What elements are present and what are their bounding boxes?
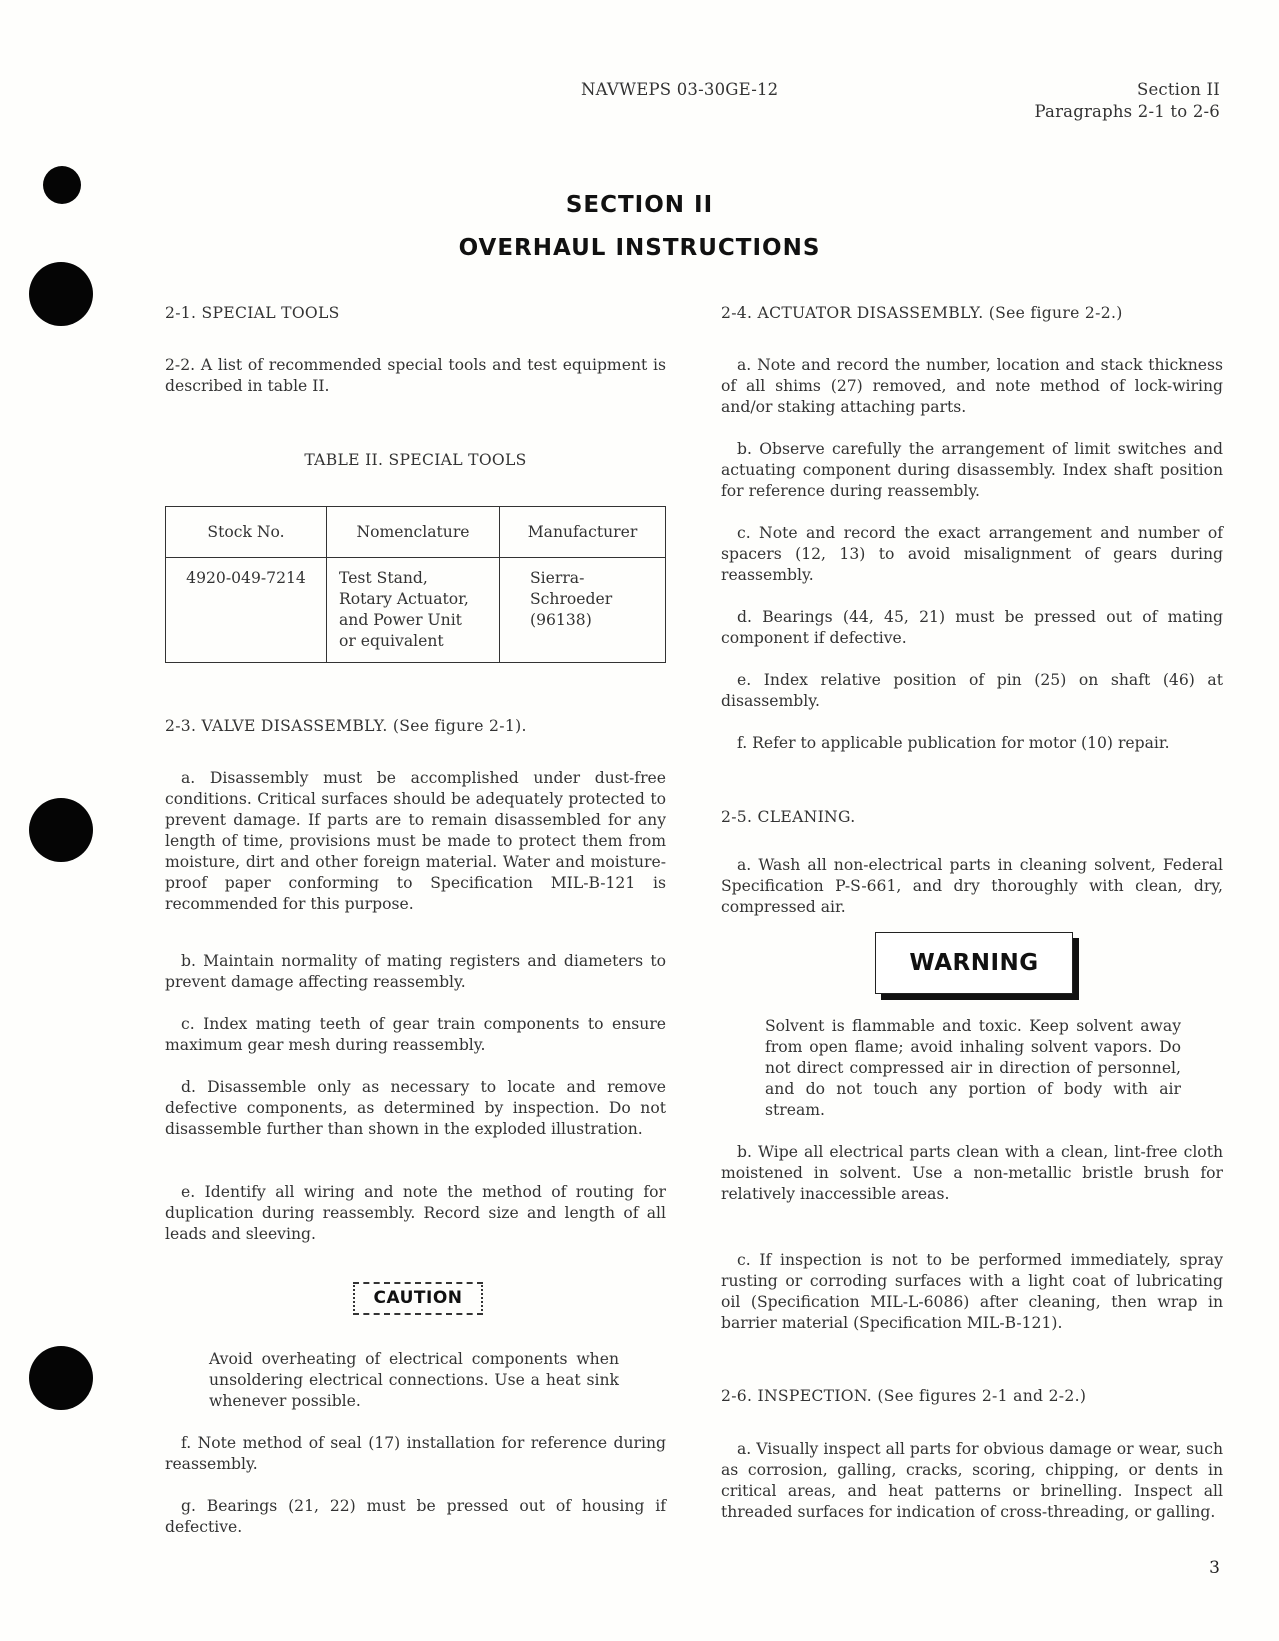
document-number: NAVWEPS 03-30GE-12 xyxy=(581,80,779,99)
paragraph-2-3-e: e. Identify all wiring and note the method of routing for duplication during reassembly. Record size and length of all leads and sleeving. xyxy=(165,1183,666,1243)
nomenclature-line: and Power Unit xyxy=(339,611,462,629)
paragraph-2-4-a: a. Note and record the number, location and stack thickness of all shims (27) removed, and note method of lock-wiring and/or staking attaching parts. xyxy=(721,356,1223,416)
paragraph-2-2: 2-2. A list of recommended special tools and test equipment is described in table II. xyxy=(165,356,666,395)
paragraph-2-4-c: c. Note and record the exact arrangement and number of spacers (12, 13) to avoid misalignment of gears during reassembly. xyxy=(721,524,1223,584)
warning-text: Solvent is flammable and toxic. Keep solvent away from open flame; avoid inhaling solvent vapors. Do not direct compressed air in direction of personnel, and do not touch any portion of body with air stream. xyxy=(765,1017,1181,1119)
column-header-stock-no: Stock No. xyxy=(166,507,327,558)
paragraph-2-5-c: c. If inspection is not to be performed immediately, spray rusting or corroding surfaces with a light coat of lubricating oil (Specification MIL-L-6086) after cleaning, then wrap in barrier material (Specification MIL-B-121). xyxy=(721,1251,1223,1332)
binder-hole xyxy=(29,1346,93,1410)
section-title: SECTION II xyxy=(565,192,714,218)
cell-nomenclature xyxy=(327,558,500,663)
section-subtitle: OVERHAUL INSTRUCTIONS xyxy=(458,235,821,261)
paragraph-range: Paragraphs 2-1 to 2-6 xyxy=(1034,102,1220,121)
paragraph-2-3-a: a. Disassembly must be accomplished under dust-free conditions. Critical surfaces should be adequately protected to prevent damage. If parts are to remain disassembled for any length of time, provisions must be made to protect them from moisture, dirt and other foreign material. Water and moisture-proof paper conforming to Specification MIL-B-121 is recommended for this purpose. xyxy=(165,769,666,913)
cell-manufacturer xyxy=(500,558,666,663)
paragraph-2-6-a: a. Visually inspect all parts for obvious damage or wear, such as corrosion, galling, cracks, scoring, chipping, or dents in critical areas, and heat patterns or brinelling. Inspect all threaded surfaces for indication of cross-threading, or galling. xyxy=(721,1440,1223,1521)
heading-actuator-disassembly: 2-4. ACTUATOR DISASSEMBLY. (See figure 2-2.) xyxy=(721,304,1123,322)
paragraph-2-3-f: f. Note method of seal (17) installation for reference during reassembly. xyxy=(165,1434,666,1473)
paragraph-2-3-d: d. Disassemble only as necessary to locate and remove defective components, as determined by inspection. Do not disassemble further than shown in the exploded illustration. xyxy=(165,1078,666,1138)
manufacturer-line: (96138) xyxy=(530,611,592,629)
right-column xyxy=(721,0,1223,1641)
paragraph-2-3-g: g. Bearings (21, 22) must be pressed out of housing if defective. xyxy=(165,1497,666,1536)
column-header-manufacturer: Manufacturer xyxy=(500,507,666,558)
paragraph-2-4-f: f. Refer to applicable publication for motor (10) repair. xyxy=(737,734,1170,752)
caution-label: CAUTION xyxy=(353,1282,483,1315)
section-label: Section II xyxy=(1136,80,1220,99)
heading-special-tools: 2-1. SPECIAL TOOLS xyxy=(165,304,340,322)
paragraph-2-3-c: c. Index mating teeth of gear train components to ensure maximum gear mesh during reassembly. xyxy=(165,1015,666,1054)
nomenclature-line: Test Stand, xyxy=(339,569,428,587)
manufacturer-line: Sierra- xyxy=(530,569,585,587)
caution-text: Avoid overheating of electrical components when unsoldering electrical connections. Use a heat sink whenever possible. xyxy=(209,1350,619,1410)
page-number: 3 xyxy=(1209,1558,1220,1578)
paragraph-2-4-b: b. Observe carefully the arrangement of limit switches and actuating component during disassembly. Index shaft position for reference during reassembly. xyxy=(721,440,1223,500)
left-column xyxy=(165,0,666,1641)
paragraph-2-4-e: e. Index relative position of pin (25) on shaft (46) at disassembly. xyxy=(721,671,1223,710)
paragraph-2-5-b: b. Wipe all electrical parts clean with a clean, lint-free cloth moistened in solvent. Use a non-metallic bristle brush for relatively inaccessible areas. xyxy=(721,1143,1223,1203)
special-tools-table xyxy=(165,506,666,663)
cell-stock-no: 4920-049-7214 xyxy=(166,558,327,663)
table-row xyxy=(166,558,666,663)
paragraph-2-4-d: d. Bearings (44, 45, 21) must be pressed out of mating component if defective. xyxy=(721,608,1223,647)
binder-hole xyxy=(29,798,93,862)
manufacturer-line: Schroeder xyxy=(530,590,613,608)
heading-cleaning: 2-5. CLEANING. xyxy=(721,808,856,826)
special-tools-table-wrap xyxy=(165,506,666,663)
paragraph-2-5-a: a. Wash all non-electrical parts in cleaning solvent, Federal Specification P-S-661, and dry thoroughly with clean, dry, compressed air. xyxy=(721,856,1223,916)
heading-inspection: 2-6. INSPECTION. (See figures 2-1 and 2-2.) xyxy=(721,1387,1087,1405)
binder-hole xyxy=(29,262,93,326)
table-caption: TABLE II. SPECIAL TOOLS xyxy=(304,451,527,469)
paragraph-2-3-b: b. Maintain normality of mating registers and diameters to prevent damage affecting reassembly. xyxy=(165,952,666,991)
column-header-nomenclature: Nomenclature xyxy=(327,507,500,558)
heading-valve-disassembly: 2-3. VALVE DISASSEMBLY. (See figure 2-1). xyxy=(165,717,527,735)
nomenclature-line: or equivalent xyxy=(339,632,444,650)
nomenclature-line: Rotary Actuator, xyxy=(339,590,469,608)
warning-label: WARNING xyxy=(875,932,1073,994)
